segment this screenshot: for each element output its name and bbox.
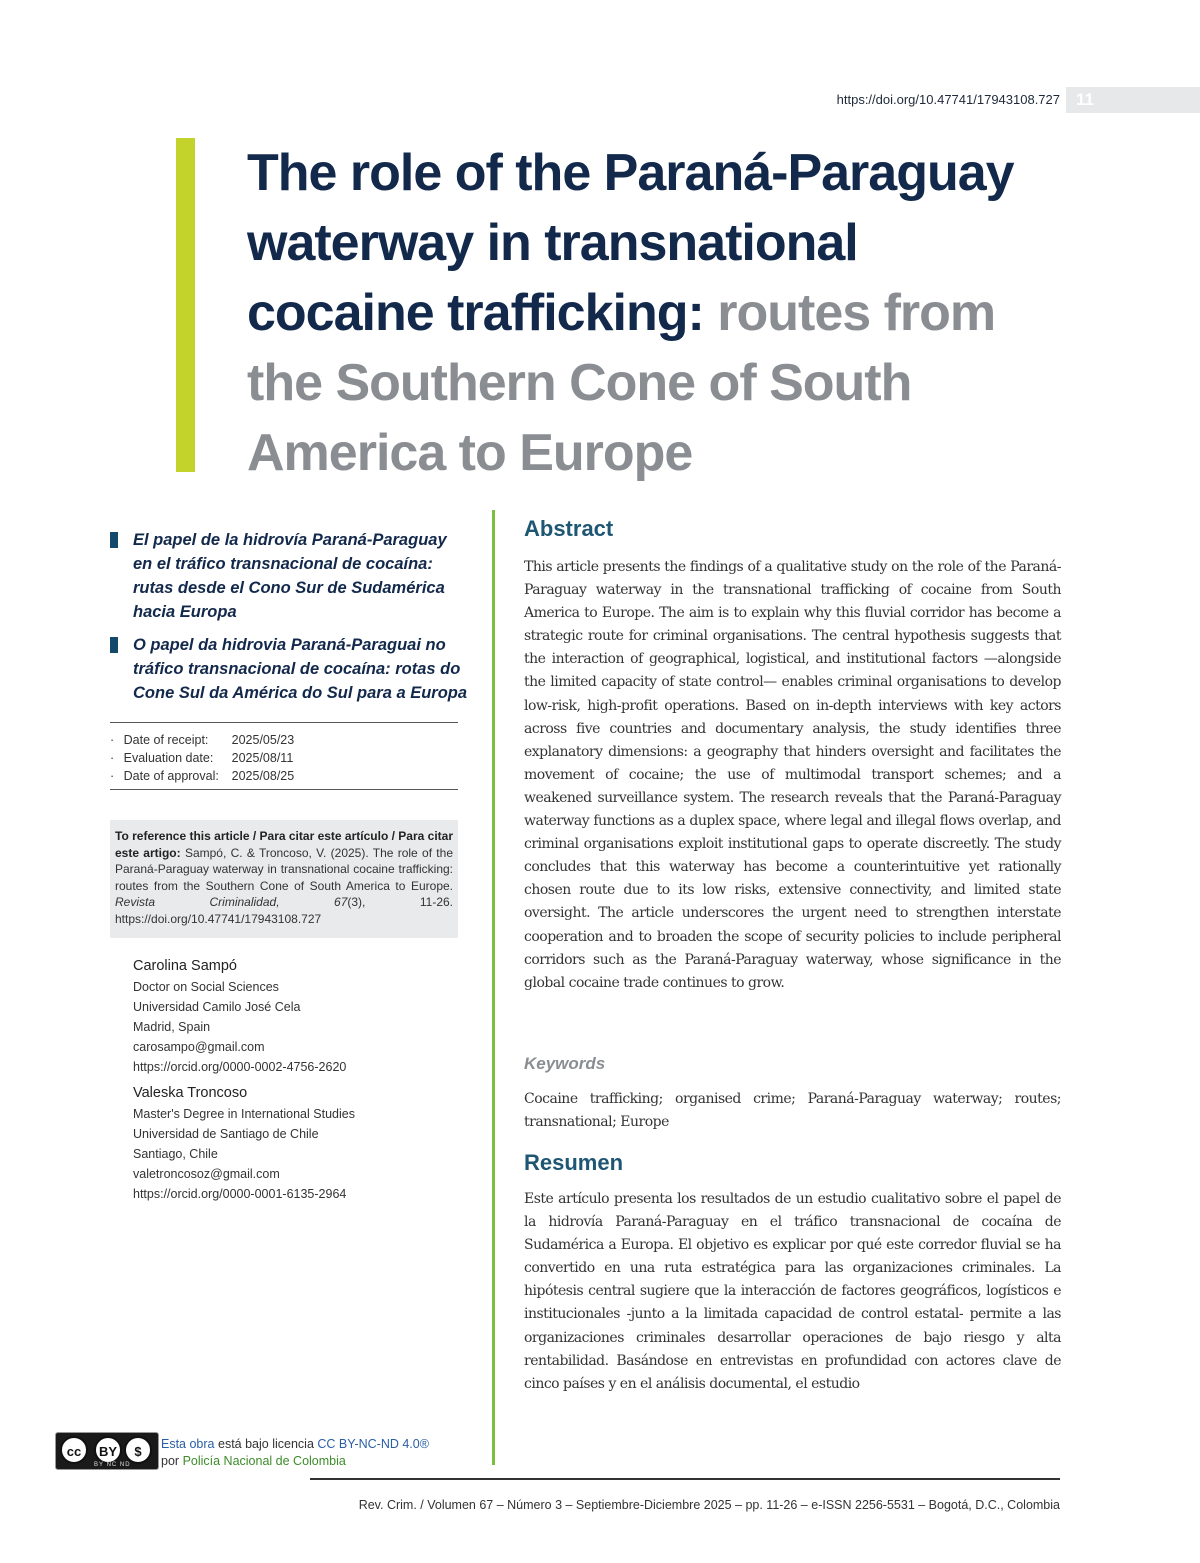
- author-institution: Universidad Camilo José Cela: [133, 1000, 301, 1014]
- dates-block: [110, 722, 458, 790]
- date-value: 2025/08/25: [231, 769, 295, 783]
- alt-title-portuguese-text: O papel da hidrovia Paraná-Paraguai no tráfico transnacional de cocaína: rotas do Cone Sul da América do Sul para a Europa: [133, 636, 468, 702]
- alt-title-marker: [110, 637, 118, 653]
- date-label: Date of approval:: [123, 769, 219, 783]
- cc-icon: cc: [60, 1436, 88, 1464]
- date-approval: · Date of approval: 2025/08/25: [110, 769, 295, 783]
- citation-text: Sampó, C. & Troncoso, V. (2025). The role of the Paraná-Paraguay waterway in transnational cocaine trafficking: routes from the Southern Cone of South America to Europe.: [115, 845, 453, 893]
- keywords-heading: Keywords: [524, 1054, 606, 1073]
- article-title: [247, 138, 1027, 488]
- author-degree: Master's Degree in International Studies: [133, 1107, 355, 1121]
- title-sub: routes from the Southern Cone of South America to Europe: [247, 284, 996, 482]
- abstract-text: This article presents the findings of a qualitative study on the role of the Paraná-Paraguay waterway in the transnational trafficking of cocaine from South America to Europe. The aim is to explain why this fluvial corridor has become a strategic route for criminal organisations. The central hypothesis suggests that the interaction of geographical, logistical, and institutional factors —alongside the limited capacity of state control— enables criminal organisations to develop low-risk, high-profit operations. Based on in-depth interviews with key actors across five countries and documentary analysis, the study identifies three explanatory dimensions: a geography that hinders oversight and facilitates the movement of cocaine; the use of multimodal transport schemes; and a weakened surveillance system. The research reveals that the Paraná-Paraguay waterway functions as a duplex space, where legal and illegal flows overlap, and criminal organisations exploit institutional gaps to operate discreetly. The study concludes that this waterway has become a counterintuitive yet rationally chosen route due to its low risks, extensive connectivity, and limited state oversight. The article underscores the urgent need to strengthen interstate cooperation and to broaden the scope of security policies to include peripheral corridors such as the Paraná-Paraguay waterway, whose significance in the global cocaine trade continues to grow.: [524, 559, 1061, 991]
- author-location: Santiago, Chile: [133, 1147, 218, 1161]
- page-number-box: [1066, 87, 1200, 113]
- citation-journal: Revista Criminalidad, 67: [115, 895, 348, 909]
- author-degree: Doctor on Social Sciences: [133, 980, 279, 994]
- author-block: [133, 1082, 355, 1204]
- badge-tag: BY NC ND: [94, 1462, 131, 1468]
- footer-divider: [310, 1478, 1060, 1480]
- alt-title-spanish-text: El papel de la hidrovía Paraná-Paraguay en el tráfico transnacional de cocaína: rutas desde el Cono Sur de Sudamérica hacia Europa: [133, 531, 447, 621]
- date-evaluation: · Evaluation date: 2025/08/11: [110, 751, 294, 765]
- author-institution: Universidad de Santiago de Chile: [133, 1127, 319, 1141]
- resumen-heading: Resumen: [524, 1150, 624, 1175]
- license-type-link[interactable]: CC BY-NC-ND 4.0®: [317, 1437, 429, 1451]
- citation-rest[interactable]: (3), 11-26. https://doi.org/10.47741/17943108.727: [115, 895, 453, 926]
- date-value: 2025/08/11: [231, 751, 294, 765]
- date-receipt: · Date of receipt: 2025/05/23: [110, 733, 295, 747]
- page-number: 11: [1076, 90, 1094, 109]
- citation-box: [110, 820, 458, 938]
- abstract-heading: Abstract: [524, 516, 614, 541]
- title-accent-bar: [176, 138, 195, 472]
- cc-license-badge[interactable]: [55, 1432, 159, 1470]
- footer-text: Rev. Crim. / Volumen 67 – Número 3 – Septiembre-Diciembre 2025 – pp. 11-26 – e-ISSN 2256-5531 – Bogotá, D.C., Colombia: [358, 1498, 1060, 1512]
- author-orcid[interactable]: https://orcid.org/0000-0001-6135-2964: [133, 1187, 347, 1201]
- author-block: [133, 955, 346, 1077]
- author-name: Carolina Sampó: [133, 958, 237, 974]
- license-text: [161, 1436, 429, 1470]
- date-value: 2025/05/23: [231, 733, 295, 747]
- author-email[interactable]: valetroncosoz@gmail.com: [133, 1167, 280, 1181]
- author-orcid[interactable]: https://orcid.org/0000-0002-4756-2620: [133, 1060, 347, 1074]
- license-block: [55, 1432, 475, 1472]
- by-icon: BY: [94, 1436, 122, 1464]
- alt-title-portuguese: [110, 633, 470, 705]
- author-email[interactable]: carosampo@gmail.com: [133, 1040, 265, 1054]
- alt-title-spanish: [110, 528, 470, 624]
- column-divider: [492, 510, 495, 1465]
- license-org-link[interactable]: Policía Nacional de Colombia: [182, 1454, 346, 1468]
- author-location: Madrid, Spain: [133, 1020, 211, 1034]
- citation-label: To reference this article / Para citar este artículo / Para citar este artigo:: [115, 829, 453, 860]
- date-label: Evaluation date:: [123, 751, 214, 765]
- keywords-text: Cocaine trafficking; organised crime; Paraná-Paraguay waterway; routes; transnational; Europe: [524, 1091, 1061, 1131]
- author-name: Valeska Troncoso: [133, 1085, 248, 1101]
- resumen-text: Este artículo presenta los resultados de un estudio cualitativo sobre el papel de la hidrovía Paraná-Paraguay en el tráfico transnacional de cocaína de Sudamérica a Europa. El objetivo es explicar por qué este corredor fluvial se ha convertido en una ruta estratégica para las organizaciones criminales. La hipótesis central sugiere que la interacción de factores geográficos, logísticos e institucionales -junto a la limitada capacidad de control estatal- permite a las organizaciones criminales desarrollar operaciones de bajo riesgo y alta rentabilidad. Basándose en entrevistas en profundidad con actores clave de cinco países y en el análisis documental, el estudio: [524, 1191, 1061, 1392]
- alt-title-marker: [110, 532, 118, 548]
- title-main: The role of the Paraná-Paraguay waterway in transnational cocaine trafficking:: [247, 144, 1014, 342]
- date-label: Date of receipt:: [123, 733, 209, 747]
- license-work-link[interactable]: Esta obra: [161, 1437, 215, 1451]
- license-by: por: [161, 1454, 180, 1468]
- doi-link[interactable]: https://doi.org/10.47741/17943108.727: [836, 92, 1060, 107]
- license-mid: está bajo licencia: [218, 1437, 314, 1451]
- nc-icon: $: [124, 1436, 152, 1464]
